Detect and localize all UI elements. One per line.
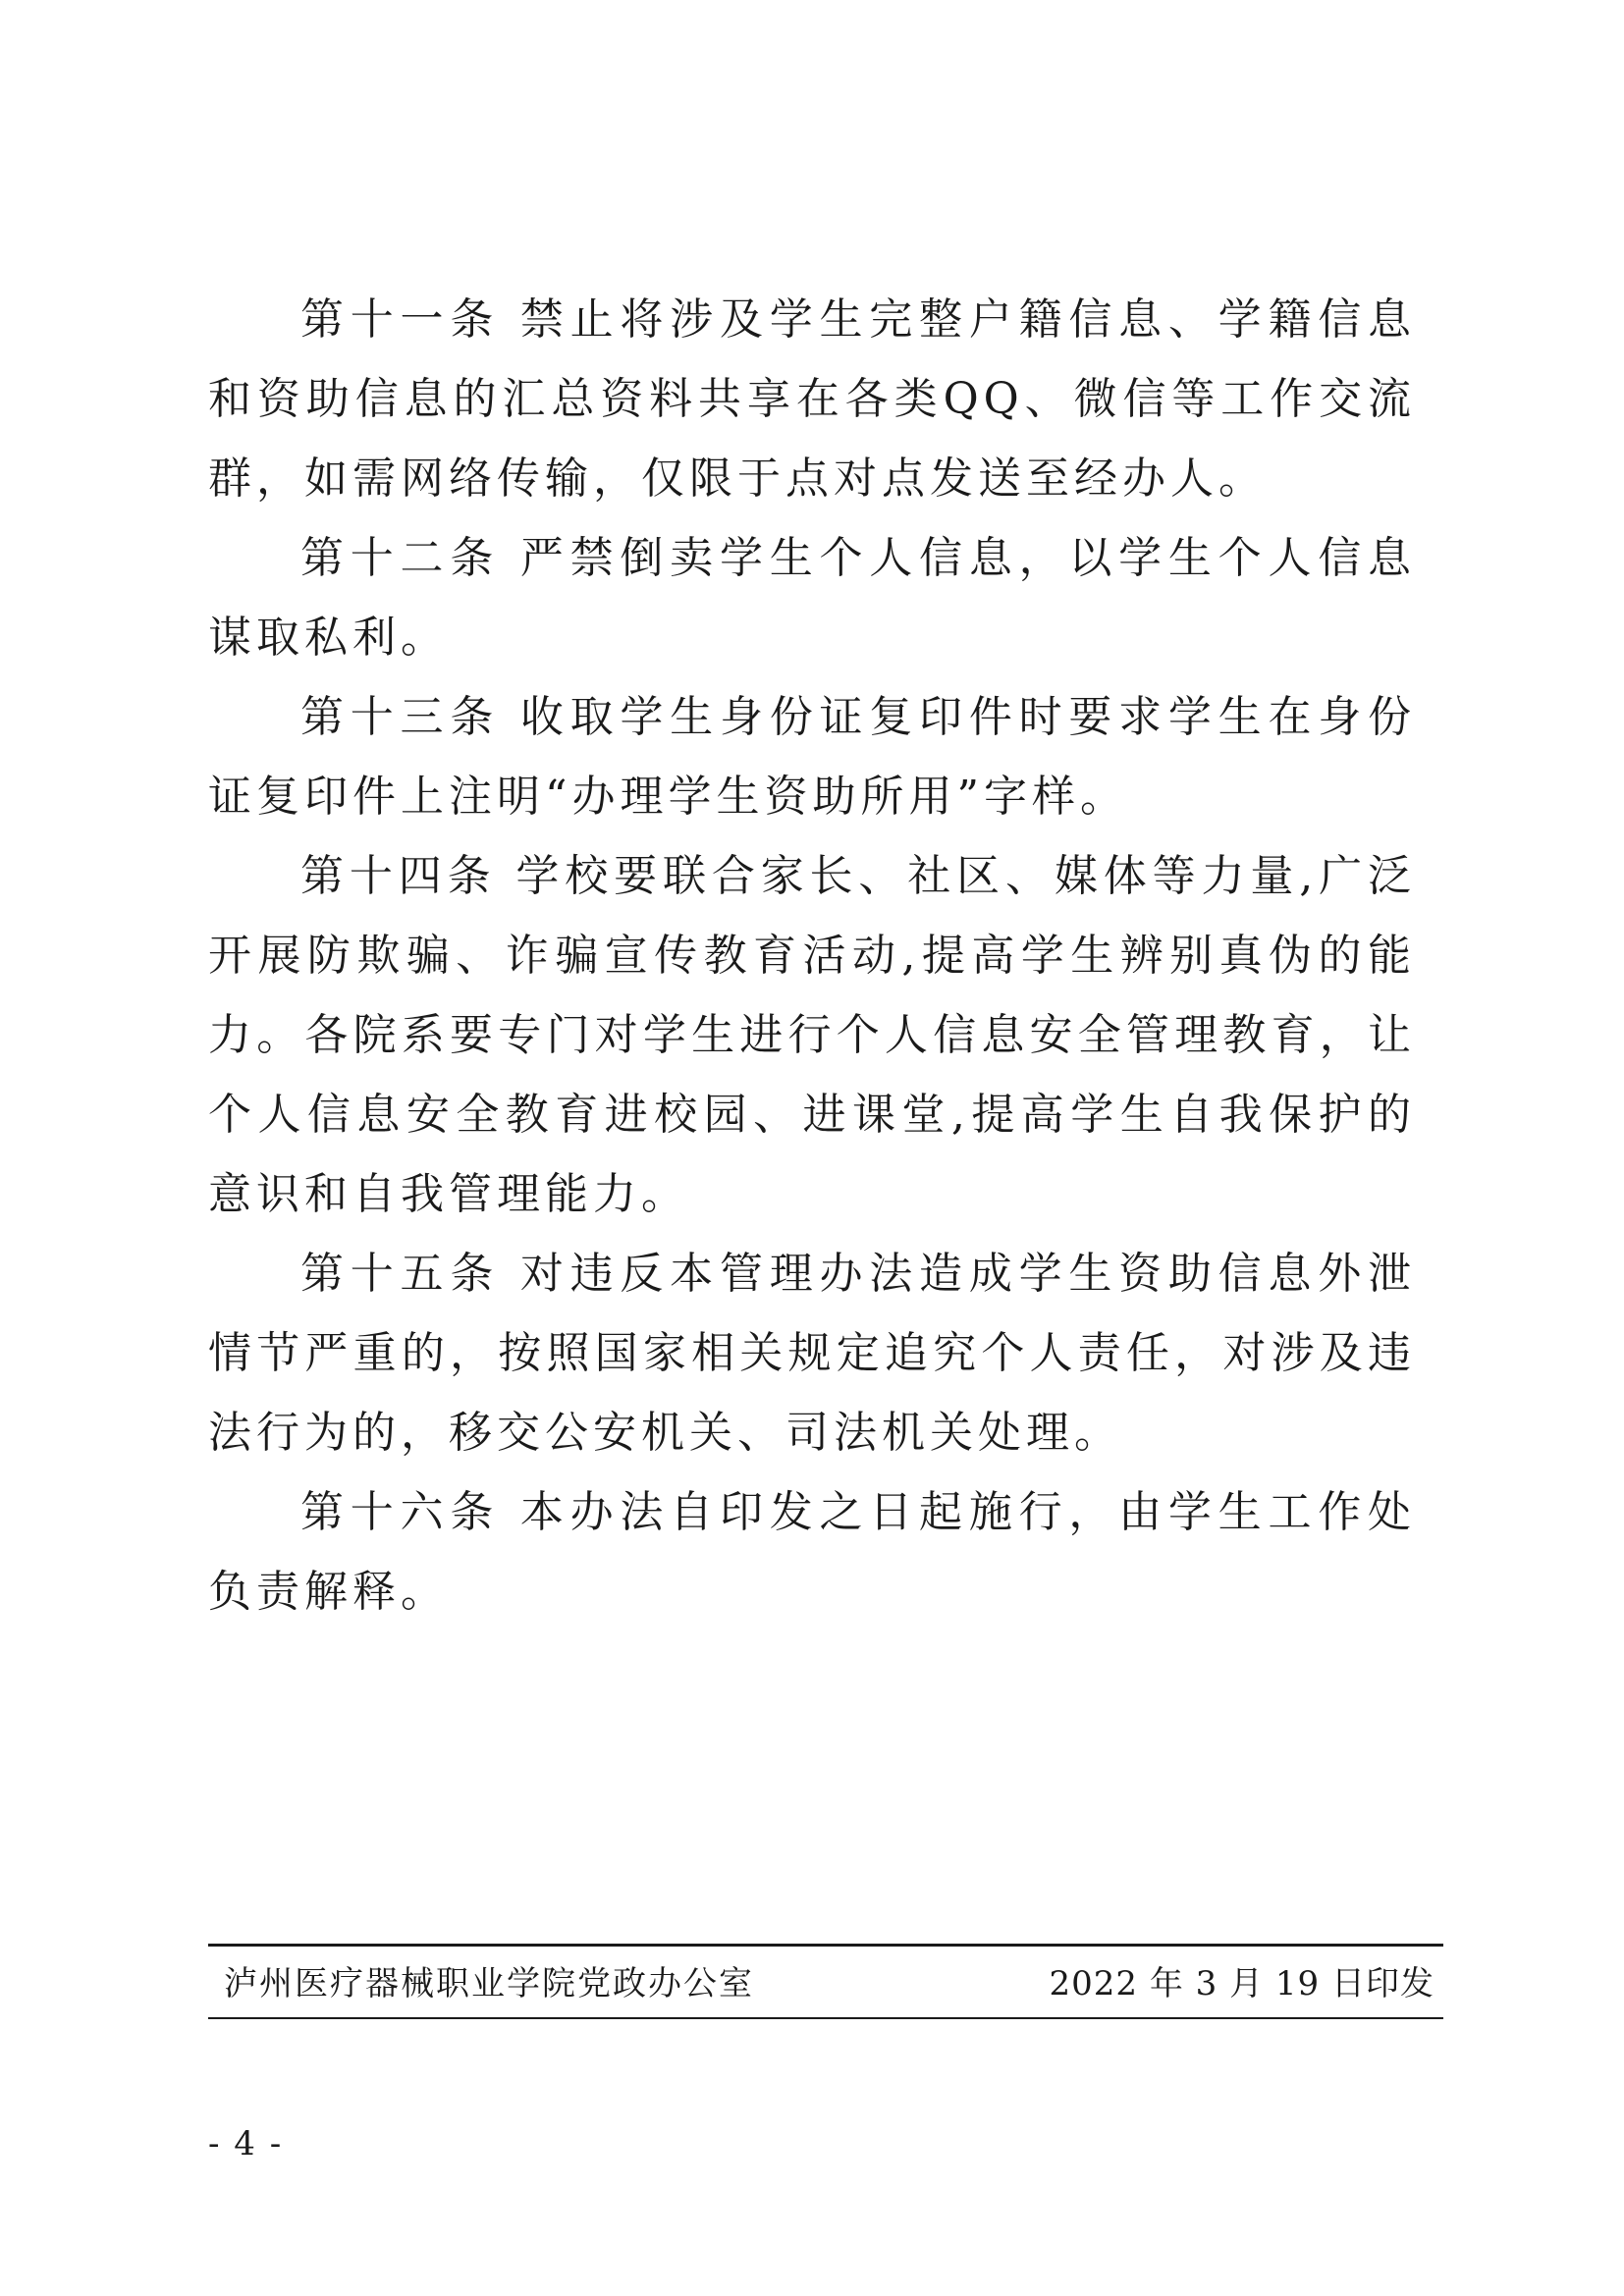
footer-top-rule [208, 1944, 1443, 1947]
article-16: 第十六条 本办法自印发之日起施行，由学生工作处负责解释。 [208, 1487, 1416, 1617]
footer-issuer: 泸州医疗器械职业学院党政办公室 [224, 1964, 754, 2003]
article-14: 第十四条 学校要联合家长、社区、媒体等力量,广泛开展防欺骗、诈骗宣传教育活动,提高学生辨别真伪的能力。各院系要专门对学生进行个人信息安全管理教育，让个人信息安全教育进校园、进课堂,提高学生自我保护的意识和自我管理能力。 [208, 851, 1416, 1219]
footer-bottom-rule [208, 2017, 1443, 2019]
document-body [208, 280, 1416, 1631]
article-12: 第十二条 严禁倒卖学生个人信息，以学生个人信息谋取私利。 [208, 533, 1416, 663]
article-13: 第十三条 收取学生身份证复印件时要求学生在身份证复印件上注明“办理学生资助所用”字样。 [208, 692, 1416, 822]
article-15: 第十五条 对违反本管理办法造成学生资助信息外泄情节严重的，按照国家相关规定追究个人责任，对涉及违法行为的，移交公安机关、司法机关处理。 [208, 1249, 1416, 1458]
page-number: - 4 - [208, 2124, 284, 2163]
footer-issue-date: 2022 年 3 月 19 日印发 [1049, 1964, 1435, 2003]
article-11: 第十一条 禁止将涉及学生完整户籍信息、学籍信息和资助信息的汇总资料共享在各类QQ、微信等工作交流群，如需网络传输，仅限于点对点发送至经办人。 [208, 294, 1416, 504]
